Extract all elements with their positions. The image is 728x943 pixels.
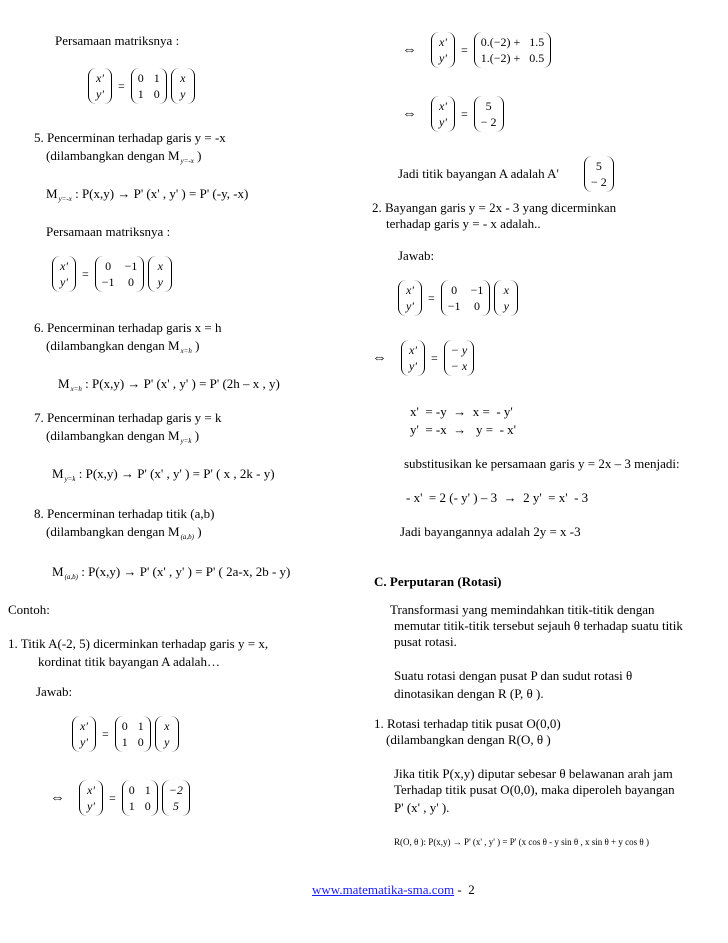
contoh-heading: Contoh: — [8, 602, 50, 617]
lhs-vector: x' y' — [72, 716, 96, 752]
example1-matrix-2: ⇔ x' y' = 0 1 1 0 −2 5 — [50, 780, 190, 816]
example1-result-vector: 5 − 2 — [584, 156, 614, 192]
rotation1-text-1: Jika titik P(x,y) diputar sebesar θ belawanan arah jam — [394, 766, 673, 781]
transform-matrix: 0 −1 −1 0 — [95, 256, 145, 292]
example2-eq-2: y' = -x → y = - x' — [410, 422, 517, 437]
item6-title: 6. Pencerminan terhadap garis x = h — [34, 320, 222, 335]
rhs-vector: 0.(−2) + 1.5 1.(−2) + 0.5 — [474, 32, 552, 68]
item7-mapping: $M_{y=k}$ : P(x,y) → P' (x' , y' ) = P' ( x , 2k - y) — [52, 466, 275, 483]
footer-separator: - — [454, 882, 469, 897]
example1-question-cont: kordinat titik bayangan A adalah… — [38, 654, 220, 669]
example2-result: Jadi bayangannya adalah 2y = x -3 — [400, 524, 581, 539]
example1-matrix-1: x' y' = 0 1 1 0 x y — [72, 716, 179, 752]
rotation-definition-1: Transformasi yang memindahkan titik-titik dengan — [390, 602, 655, 617]
item5-mapping: $M_{y=-x}$ : P(x,y) → P' (x' , y' ) = P' (-y, -x) — [46, 186, 249, 203]
item6-symbol: (dilambangkan dengan $M_{x=h}$ ) — [46, 338, 200, 355]
item8-mapping: $M_{(a,b)}$ : P(x,y) → P' (x' , y' ) = P' ( 2a-x, 2b - y) — [52, 564, 291, 581]
item5-symbol: (dilambangkan dengan $M_{y=-x}$ ) — [46, 148, 202, 165]
matrix-equation-y-eq-negx: x' y' = 0 −1 −1 0 x y — [52, 256, 172, 292]
iff-symbol: ⇔ — [50, 790, 65, 806]
matrix-equation-y-eq-x: x' y' = 0 1 1 0 x y — [88, 68, 195, 104]
rotation-notation-2: dinotasikan dengan R (P, θ ). — [394, 686, 544, 701]
rhs-vector: 5 − 2 — [474, 96, 504, 132]
persamaan-label: Persamaan matriksnya : — [55, 33, 180, 48]
example2-matrix-2: ⇔ x' y' = − y − x — [372, 340, 474, 376]
item6-mapping: $M_{x=h}$ : P(x,y) → P' (x' , y' ) = P' (2h – x , y) — [58, 376, 280, 393]
rotation1-title: 1. Rotasi terhadap titik pusat O(0,0) — [374, 716, 561, 731]
lhs-vector: x' y' — [401, 340, 425, 376]
example2-eq-3: - x' = 2 (- y' ) – 3 → 2 y' = x' - 3 — [406, 490, 589, 505]
page-number: 2 — [468, 882, 475, 897]
lhs-vector: x' y' — [431, 96, 455, 132]
transform-matrix: 0 1 1 0 — [122, 780, 158, 816]
rhs-vector: x y — [494, 280, 518, 316]
item8-title: 8. Pencerminan terhadap titik (a,b) — [34, 506, 215, 521]
iff-symbol: ⇔ — [402, 106, 417, 122]
rhs-vector: − y − x — [444, 340, 474, 376]
lhs-vector: x' y' — [398, 280, 422, 316]
lhs-vector: x' y' — [52, 256, 76, 292]
footer — [312, 882, 475, 898]
iff-symbol: ⇔ — [402, 42, 417, 58]
rhs-vector: x y — [155, 716, 179, 752]
rhs-vector: −2 5 — [162, 780, 190, 816]
example1-matrix-3: ⇔ x' y' = 0.(−2) + 1.5 1.(−2) + 0.5 — [402, 32, 551, 68]
item7-symbol: (dilambangkan dengan $M_{y=k}$ ) — [46, 428, 200, 445]
rotation1-formula: R(O, θ ): P(x,y) → P' (x' , y' ) = P' (x cos θ - y sin θ , x sin θ + y cos θ ) — [394, 837, 649, 847]
item7-title: 7. Pencerminan terhadap garis y = k — [34, 410, 222, 425]
rotation1-text-2: Terhadap titik pusat O(0,0), maka diperoleh bayangan — [394, 782, 675, 797]
example1-matrix-4: ⇔ x' y' = 5 − 2 — [402, 96, 504, 132]
example2-question-cont: terhadap garis y = - x adalah.. — [386, 216, 541, 231]
transform-matrix: 0 −1 −1 0 — [441, 280, 491, 316]
persamaan-label-2: Persamaan matriksnya : — [46, 224, 171, 239]
example1-jawab: Jawab: — [36, 684, 73, 699]
example2-jawab: Jawab: — [398, 248, 435, 263]
example2-eq-1: x' = -y → x = - y' — [410, 404, 513, 419]
footer-link[interactable]: www.matematika-sma.com — [312, 882, 455, 897]
lhs-vector: x' y' — [88, 68, 112, 104]
lhs-vector: x' y' — [79, 780, 103, 816]
example1-question: 1. Titik A(-2, 5) dicerminkan terhadap garis y = x, — [8, 636, 269, 651]
section-c-heading: C. Perputaran (Rotasi) — [374, 574, 502, 589]
rotation-notation-1: Suatu rotasi dengan pusat P dan sudut rotasi θ — [394, 668, 633, 683]
rotation1-text-3: P' (x' , y' ). — [394, 800, 450, 815]
rotation-definition-3: pusat rotasi. — [394, 634, 457, 649]
example2-substitution: substitusikan ke persamaan garis y = 2x – 3 menjadi: — [404, 456, 680, 471]
example2-question: 2. Bayangan garis y = 2x - 3 yang dicerminkan — [372, 200, 617, 215]
transform-matrix: 0 1 1 0 — [131, 68, 167, 104]
item8-symbol: (dilambangkan dengan $M_{(a,b)}$ ) — [46, 524, 202, 541]
rhs-vector: x y — [171, 68, 195, 104]
rhs-vector: x y — [148, 256, 172, 292]
transform-matrix: 0 1 1 0 — [115, 716, 151, 752]
example1-result: Jadi titik bayangan A adalah A' — [398, 166, 559, 181]
lhs-vector: x' y' — [431, 32, 455, 68]
iff-symbol: ⇔ — [372, 350, 387, 366]
example2-matrix-1: x' y' = 0 −1 −1 0 x y — [398, 280, 518, 316]
item5-title: 5. Pencerminan terhadap garis y = -x — [34, 130, 226, 145]
rotation1-symbol: (dilambangkan dengan R(O, θ ) — [386, 732, 551, 747]
rotation-definition-2: memutar titik-titik tersebut sejauh θ terhadap suatu titik — [394, 618, 683, 633]
